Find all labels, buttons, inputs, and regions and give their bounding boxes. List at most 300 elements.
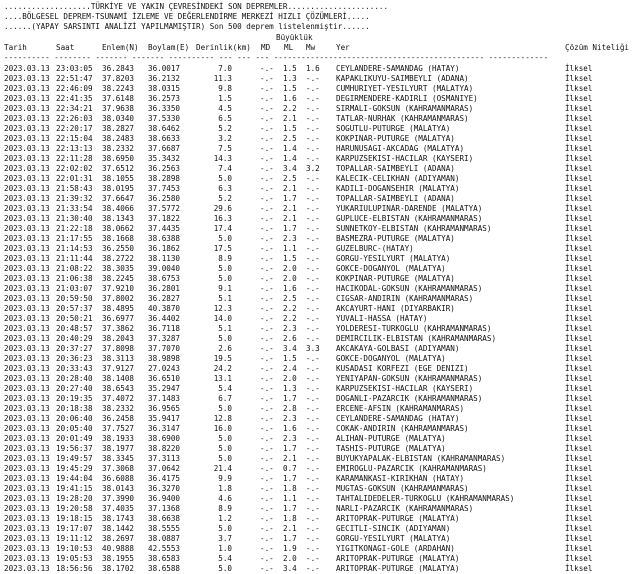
cell-quality: İlksel: [565, 484, 593, 493]
cell-lat: 38.1442: [102, 524, 135, 533]
cell-ml: 1.5: [283, 254, 297, 263]
cell-quality: İlksel: [565, 444, 593, 453]
cell-lat: 38.6543: [102, 384, 135, 393]
cell-depth: 17.4: [213, 224, 232, 233]
cell-mw: -.-: [306, 94, 320, 103]
cell-place: SOGUTLU-PUTURGE (MALATYA): [336, 124, 451, 133]
cell-ml: 1.9: [283, 544, 297, 553]
cell-md: -.-: [260, 234, 274, 243]
cell-ml: 1.3: [283, 74, 297, 83]
cell-place: KUSADASI KORFEZI (EGE DENIZI): [336, 364, 469, 373]
table-row: [0, 504, 640, 514]
cell-ml: 2.1: [283, 204, 297, 213]
cell-place: GUZELBURC-(HATAY): [336, 244, 414, 253]
cell-quality: İlksel: [565, 314, 593, 323]
cell-time: 20:50:21: [56, 314, 93, 323]
cell-place: GOKCE-DOGANYOL (MALATYA): [336, 264, 446, 273]
cell-lat: 37.3990: [102, 494, 135, 503]
cell-lat: 38.3345: [102, 454, 135, 463]
cell-quality: İlksel: [565, 494, 593, 503]
cell-md: -.-: [260, 154, 274, 163]
cell-mw: -.-: [306, 394, 320, 403]
cell-date: 2023.03.13: [4, 374, 50, 383]
cell-time: 20:48:57: [56, 324, 93, 333]
cell-time: 19:17:07: [56, 524, 93, 533]
cell-depth: 5.4: [218, 384, 232, 393]
cell-lat: 37.9127: [102, 364, 135, 373]
cell-date: 2023.03.13: [4, 104, 50, 113]
table-row: [0, 74, 640, 84]
cell-lat: 38.2332: [102, 404, 135, 413]
cell-md: -.-: [260, 444, 274, 453]
cell-mw: -.-: [306, 224, 320, 233]
cell-ml: 1.7: [283, 534, 297, 543]
cell-ml: 2.1: [283, 524, 297, 533]
cell-depth: 5.0: [218, 234, 232, 243]
col-header-lon: Boylam(E): [148, 43, 190, 52]
cell-date: 2023.03.13: [4, 464, 50, 473]
cell-depth: 5.0: [218, 264, 232, 273]
cell-place: DEGIRMENDERE-KADIRLI (OSMANIYE): [336, 94, 478, 103]
table-row: [0, 224, 640, 234]
cell-mw: -.-: [306, 174, 320, 183]
cell-quality: İlksel: [565, 334, 593, 343]
cell-date: 2023.03.13: [4, 494, 50, 503]
cell-lat: 38.4895: [102, 304, 135, 313]
cell-lon: 38.6588: [148, 564, 181, 573]
cell-quality: İlksel: [565, 254, 593, 263]
cell-date: 2023.03.13: [4, 234, 50, 243]
cell-date: 2023.03.13: [4, 204, 50, 213]
cell-place: ERCENE-AFSIN (KAHRAMANMARAS): [336, 404, 465, 413]
column-header-row: [0, 43, 640, 53]
table-row: [0, 154, 640, 164]
cell-place: ARITOPRAK-PUTURGE (MALATYA): [336, 554, 460, 563]
cell-place: DOGANLI-PAZARCIK (KAHRAMANMARAS): [336, 394, 483, 403]
cell-date: 2023.03.13: [4, 514, 50, 523]
cell-date: 2023.03.13: [4, 264, 50, 273]
cell-mw: 1.6: [306, 64, 320, 73]
cell-lat: 37.6647: [102, 194, 135, 203]
cell-mw: -.-: [306, 314, 320, 323]
cell-depth: 5.0: [218, 334, 232, 343]
table-row: [0, 524, 640, 534]
cell-mw: -.-: [306, 184, 320, 193]
cell-depth: 13.1: [213, 374, 232, 383]
table-row: [0, 294, 640, 304]
cell-quality: İlksel: [565, 144, 593, 153]
cell-depth: 16.0: [213, 424, 232, 433]
cell-lon: 38.9898: [148, 354, 181, 363]
cell-time: 21:30:40: [56, 214, 93, 223]
cell-time: 20:37:27: [56, 344, 93, 353]
cell-ml: 1.5: [283, 124, 297, 133]
cell-md: -.-: [260, 554, 274, 563]
cell-mw: -.-: [306, 404, 320, 413]
cell-depth: 14.0: [213, 314, 232, 323]
cell-lat: 37.8002: [102, 294, 135, 303]
cell-ml: 2.3: [283, 414, 297, 423]
cell-quality: İlksel: [565, 244, 593, 253]
cell-mw: -.-: [306, 434, 320, 443]
cell-mw: 3.3: [306, 344, 320, 353]
cell-lat: 38.2245: [102, 274, 135, 283]
table-row: [0, 304, 640, 314]
cell-place: SIRMALI-GOKSUN (KAHRAMANMARAS): [336, 104, 474, 113]
cell-md: -.-: [260, 464, 274, 473]
cell-place: YIGITKONAGI-GOLE (ARDAHAN): [336, 544, 455, 553]
cell-place: KAPAKLIKUYU-SAIMBEYLI (ADANA): [336, 74, 469, 83]
cell-place: SUNNETKOY-ELBISTAN (KAHRAMANMARAS): [336, 224, 492, 233]
cell-ml: 1.1: [283, 494, 297, 503]
cell-quality: İlksel: [565, 394, 593, 403]
header-title-line: [0, 2, 640, 12]
cell-date: 2023.03.13: [4, 394, 50, 403]
cell-place: TAHTALIDEDELER-TURKOGLU (KAHRAMANMARAS): [336, 494, 515, 503]
cell-ml: 3.4: [283, 344, 297, 353]
cell-md: -.-: [260, 74, 274, 83]
cell-time: 22:20:17: [56, 124, 93, 133]
cell-quality: İlksel: [565, 194, 593, 203]
cell-lon: 36.3147: [148, 424, 181, 433]
cell-quality: İlksel: [565, 134, 593, 143]
cell-mw: -.-: [306, 484, 320, 493]
cell-md: -.-: [260, 414, 274, 423]
cell-date: 2023.03.13: [4, 454, 50, 463]
cell-time: 20:06:40: [56, 414, 93, 423]
cell-ml: 1.7: [283, 504, 297, 513]
cell-depth: 19.5: [213, 354, 232, 363]
cell-date: 2023.03.13: [4, 154, 50, 163]
cell-time: 22:02:02: [56, 164, 93, 173]
cell-md: -.-: [260, 174, 274, 183]
cell-lon: 37.3113: [148, 454, 181, 463]
cell-md: -.-: [260, 384, 274, 393]
cell-quality: İlksel: [565, 364, 593, 373]
table-row: [0, 454, 640, 464]
cell-mw: -.-: [306, 244, 320, 253]
cell-quality: İlksel: [565, 344, 593, 353]
cell-date: 2023.03.13: [4, 294, 50, 303]
cell-date: 2023.03.13: [4, 364, 50, 373]
cell-depth: 1.8: [218, 484, 232, 493]
cell-mw: -.-: [306, 514, 320, 523]
cell-depth: 5.1: [218, 294, 232, 303]
cell-ml: 2.2: [283, 304, 297, 313]
cell-md: -.-: [260, 224, 274, 233]
cell-quality: İlksel: [565, 374, 593, 383]
cell-depth: 4.5: [218, 104, 232, 113]
cell-md: -.-: [260, 474, 274, 483]
cell-md: -.-: [260, 264, 274, 273]
cell-date: 2023.03.13: [4, 164, 50, 173]
cell-time: 22:26:03: [56, 114, 93, 123]
cell-time: 18:56:56: [56, 564, 93, 573]
cell-ml: 1.4: [283, 154, 297, 163]
cell-md: -.-: [260, 294, 274, 303]
cell-ml: 2.3: [283, 434, 297, 443]
cell-lat: 38.1743: [102, 514, 135, 523]
cell-mw: -.-: [306, 424, 320, 433]
cell-lat: 38.0662: [102, 224, 135, 233]
cell-place: KOKPINAR-PUTURGE (MALATYA): [336, 274, 455, 283]
cell-lon: 37.7070: [148, 344, 181, 353]
cell-time: 20:18:38: [56, 404, 93, 413]
cell-md: -.-: [260, 404, 274, 413]
cell-date: 2023.03.13: [4, 214, 50, 223]
cell-mw: -.-: [306, 374, 320, 383]
cell-ml: 3.4: [283, 564, 297, 573]
cell-depth: 24.2: [213, 364, 232, 373]
cell-depth: 5.0: [218, 404, 232, 413]
cell-quality: İlksel: [565, 74, 593, 83]
cell-lon: 38.1130: [148, 254, 181, 263]
cell-lat: 37.7527: [102, 424, 135, 433]
cell-date: 2023.03.13: [4, 354, 50, 363]
cell-time: 20:19:35: [56, 394, 93, 403]
cell-depth: 29.6: [213, 204, 232, 213]
table-row: [0, 444, 640, 454]
table-row: [0, 244, 640, 254]
cell-place: KALECIK-CELIKHAN (ADIYAMAN): [336, 174, 460, 183]
cell-ml: 2.1: [283, 454, 297, 463]
cell-lon: 38.0887: [148, 534, 181, 543]
cell-lon: 36.2563: [148, 164, 181, 173]
cell-place: YOLDERESI-TURKOGLU (KAHRAMANMARAS): [336, 324, 492, 333]
magnitude-group-header: Büyüklük: [276, 33, 313, 42]
cell-quality: İlksel: [565, 204, 593, 213]
cell-place: GUPLUCE-ELBISTAN (KAHRAMANMARAS): [336, 214, 483, 223]
cell-lon: 40.3870: [148, 304, 181, 313]
cell-date: 2023.03.13: [4, 74, 50, 83]
cell-lat: 36.2550: [102, 244, 135, 253]
cell-depth: 5.0: [218, 174, 232, 183]
cell-place: TOPALLAR-SAIMBEYLI (ADANA): [336, 164, 455, 173]
cell-lon: 36.3270: [148, 484, 181, 493]
cell-lat: 38.1408: [102, 374, 135, 383]
cell-place: AKCAYURT-HANI (DIYARBAKIR): [336, 304, 455, 313]
cell-quality: İlksel: [565, 264, 593, 273]
cell-md: -.-: [260, 164, 274, 173]
cell-date: 2023.03.13: [4, 194, 50, 203]
cell-depth: 5.0: [218, 524, 232, 533]
cell-mw: -.-: [306, 104, 320, 113]
cell-place: GECITLI-SINCIK (ADIYAMAN): [336, 524, 451, 533]
cell-date: 2023.03.13: [4, 434, 50, 443]
cell-lat: 38.3035: [102, 264, 135, 273]
table-row: [0, 104, 640, 114]
cell-md: -.-: [260, 434, 274, 443]
cell-ml: 2.0: [283, 264, 297, 273]
cell-quality: İlksel: [565, 414, 593, 423]
header-institution: ....BÖLGESEL DEPREM-TSUNAMİ İZLEME VE DEĞERLENDİRME MERKEZİ HIZLI ÇÖZÜMLERİ.....: [4, 12, 370, 21]
table-row: [0, 364, 640, 374]
cell-lon: 36.2801: [148, 284, 181, 293]
table-row: [0, 314, 640, 324]
cell-md: -.-: [260, 494, 274, 503]
header-note-line: [0, 22, 640, 32]
cell-place: MUGTAS-GOKSUN (KAHRAMANMARAS): [336, 484, 469, 493]
cell-place: GORGU-YESILYURT (MALATYA): [336, 534, 451, 543]
cell-depth: 1.5: [218, 94, 232, 103]
cell-quality: İlksel: [565, 324, 593, 333]
cell-date: 2023.03.13: [4, 334, 50, 343]
cell-md: -.-: [260, 84, 274, 93]
cell-date: 2023.03.13: [4, 124, 50, 133]
cell-quality: İlksel: [565, 174, 593, 183]
table-row: [0, 284, 640, 294]
cell-ml: 2.1: [283, 114, 297, 123]
cell-time: 22:15:04: [56, 134, 93, 143]
cell-ml: 2.1: [283, 214, 297, 223]
cell-time: 21:39:32: [56, 194, 93, 203]
cell-ml: 2.5: [283, 174, 297, 183]
cell-mw: -.-: [306, 454, 320, 463]
cell-depth: 12.8: [213, 414, 232, 423]
magnitude-group-header-line: [0, 33, 640, 43]
cell-place: YUKARIULUPINAR-DARENDE (MALATYA): [336, 204, 483, 213]
cell-place: DEMIRCILIK-ELBISTAN (KAHRAMANMARAS): [336, 334, 497, 343]
cell-md: -.-: [260, 544, 274, 553]
cell-depth: 1.2: [218, 514, 232, 523]
cell-mw: -.-: [306, 504, 320, 513]
table-row: [0, 464, 640, 474]
cell-lon: 27.0243: [148, 364, 181, 373]
cell-ml: 2.2: [283, 314, 297, 323]
cell-md: -.-: [260, 364, 274, 373]
cell-lon: 42.5553: [148, 544, 181, 553]
cell-depth: 9.8: [218, 84, 232, 93]
cell-depth: 5.0: [218, 444, 232, 453]
table-row: [0, 174, 640, 184]
cell-time: 23:03:05: [56, 64, 93, 73]
cell-depth: 5.4: [218, 554, 232, 563]
cell-quality: İlksel: [565, 504, 593, 513]
table-row: [0, 324, 640, 334]
table-row: [0, 534, 640, 544]
cell-mw: -.-: [306, 444, 320, 453]
cell-lat: 38.1933: [102, 434, 135, 443]
cell-lat: 37.4035: [102, 504, 135, 513]
cell-date: 2023.03.13: [4, 284, 50, 293]
cell-time: 20:33:43: [56, 364, 93, 373]
cell-time: 20:28:40: [56, 374, 93, 383]
cell-place: HARUNUSAGI-AKCADAG (MALATYA): [336, 144, 465, 153]
cell-date: 2023.03.13: [4, 184, 50, 193]
cell-ml: 2.3: [283, 324, 297, 333]
cell-lat: 38.6950: [102, 154, 135, 163]
cell-quality: İlksel: [565, 114, 593, 123]
cell-time: 22:11:28: [56, 154, 93, 163]
cell-ml: 2.6: [283, 334, 297, 343]
cell-place: GOKCE-DOGANYOL (MALATYA): [336, 354, 446, 363]
cell-lon: 39.0040: [148, 264, 181, 273]
cell-md: -.-: [260, 514, 274, 523]
cell-place: BUYUKYAPALAK-ELBISTAN (KAHRAMANMARAS): [336, 454, 506, 463]
cell-quality: İlksel: [565, 304, 593, 313]
cell-md: -.-: [260, 394, 274, 403]
cell-date: 2023.03.13: [4, 114, 50, 123]
cell-date: 2023.03.13: [4, 144, 50, 153]
table-row: [0, 204, 640, 214]
cell-time: 19:28:20: [56, 494, 93, 503]
cell-lon: 36.7118: [148, 324, 181, 333]
cell-md: -.-: [260, 324, 274, 333]
cell-lat: 37.3862: [102, 324, 135, 333]
cell-lat: 38.2827: [102, 124, 135, 133]
cell-lon: 36.0017: [148, 64, 181, 73]
cell-lat: 36.6977: [102, 314, 135, 323]
cell-time: 19:05:53: [56, 554, 93, 563]
cell-lat: 37.6148: [102, 94, 135, 103]
header-separator-line: [0, 53, 640, 63]
cell-lat: 37.3068: [102, 464, 135, 473]
table-row: [0, 194, 640, 204]
table-row: [0, 424, 640, 434]
cell-time: 21:58:43: [56, 184, 93, 193]
cell-ml: 2.0: [283, 274, 297, 283]
cell-mw: -.-: [306, 234, 320, 243]
cell-lat: 38.0340: [102, 114, 135, 123]
cell-lat: 38.2332: [102, 144, 135, 153]
cell-md: -.-: [260, 194, 274, 203]
cell-quality: İlksel: [565, 524, 593, 533]
cell-depth: 5.2: [218, 194, 232, 203]
cell-time: 20:40:29: [56, 334, 93, 343]
cell-place: CIGSAR-ANDIRIN (KAHRAMANMARAS): [336, 294, 474, 303]
cell-quality: İlksel: [565, 84, 593, 93]
cell-depth: 6.7: [218, 394, 232, 403]
cell-quality: İlksel: [565, 64, 593, 73]
cell-mw: -.-: [306, 364, 320, 373]
cell-md: -.-: [260, 504, 274, 513]
cell-mw: -.-: [306, 414, 320, 423]
cell-depth: 6.3: [218, 184, 232, 193]
cell-lon: 36.6510: [148, 374, 181, 383]
cell-place: EMIROGLU-PAZARCIK (KAHRAMANMARAS): [336, 464, 487, 473]
cell-lat: 38.2043: [102, 334, 135, 343]
cell-mw: -.-: [306, 214, 320, 223]
cell-depth: 7.0: [218, 64, 232, 73]
cell-depth: 5.0: [218, 274, 232, 283]
table-row: [0, 94, 640, 104]
col-header-lat: Enlem(N): [102, 43, 139, 52]
cell-ml: 1.5: [283, 354, 297, 363]
cell-lon: 38.6753: [148, 274, 181, 283]
cell-ml: 1.7: [283, 444, 297, 453]
cell-depth: 3.2: [218, 134, 232, 143]
col-header-date: Tarih: [4, 43, 27, 52]
cell-depth: 16.3: [213, 214, 232, 223]
cell-quality: İlksel: [565, 234, 593, 243]
cell-lat: 37.8098: [102, 344, 135, 353]
cell-date: 2023.03.13: [4, 414, 50, 423]
cell-mw: -.-: [306, 254, 320, 263]
cell-date: 2023.03.13: [4, 224, 50, 233]
cell-lat: 38.1977: [102, 444, 135, 453]
cell-lat: 38.0195: [102, 184, 135, 193]
cell-mw: -.-: [306, 294, 320, 303]
cell-quality: İlksel: [565, 284, 593, 293]
cell-md: -.-: [260, 304, 274, 313]
table-row: [0, 564, 640, 574]
cell-place: YENIYAPAN-GOKSUN (KAHRAMANMARAS): [336, 374, 483, 383]
table-row: [0, 384, 640, 394]
cell-depth: 2.6: [218, 344, 232, 353]
cell-lon: 36.9565: [148, 404, 181, 413]
cell-date: 2023.03.13: [4, 314, 50, 323]
cell-quality: İlksel: [565, 514, 593, 523]
